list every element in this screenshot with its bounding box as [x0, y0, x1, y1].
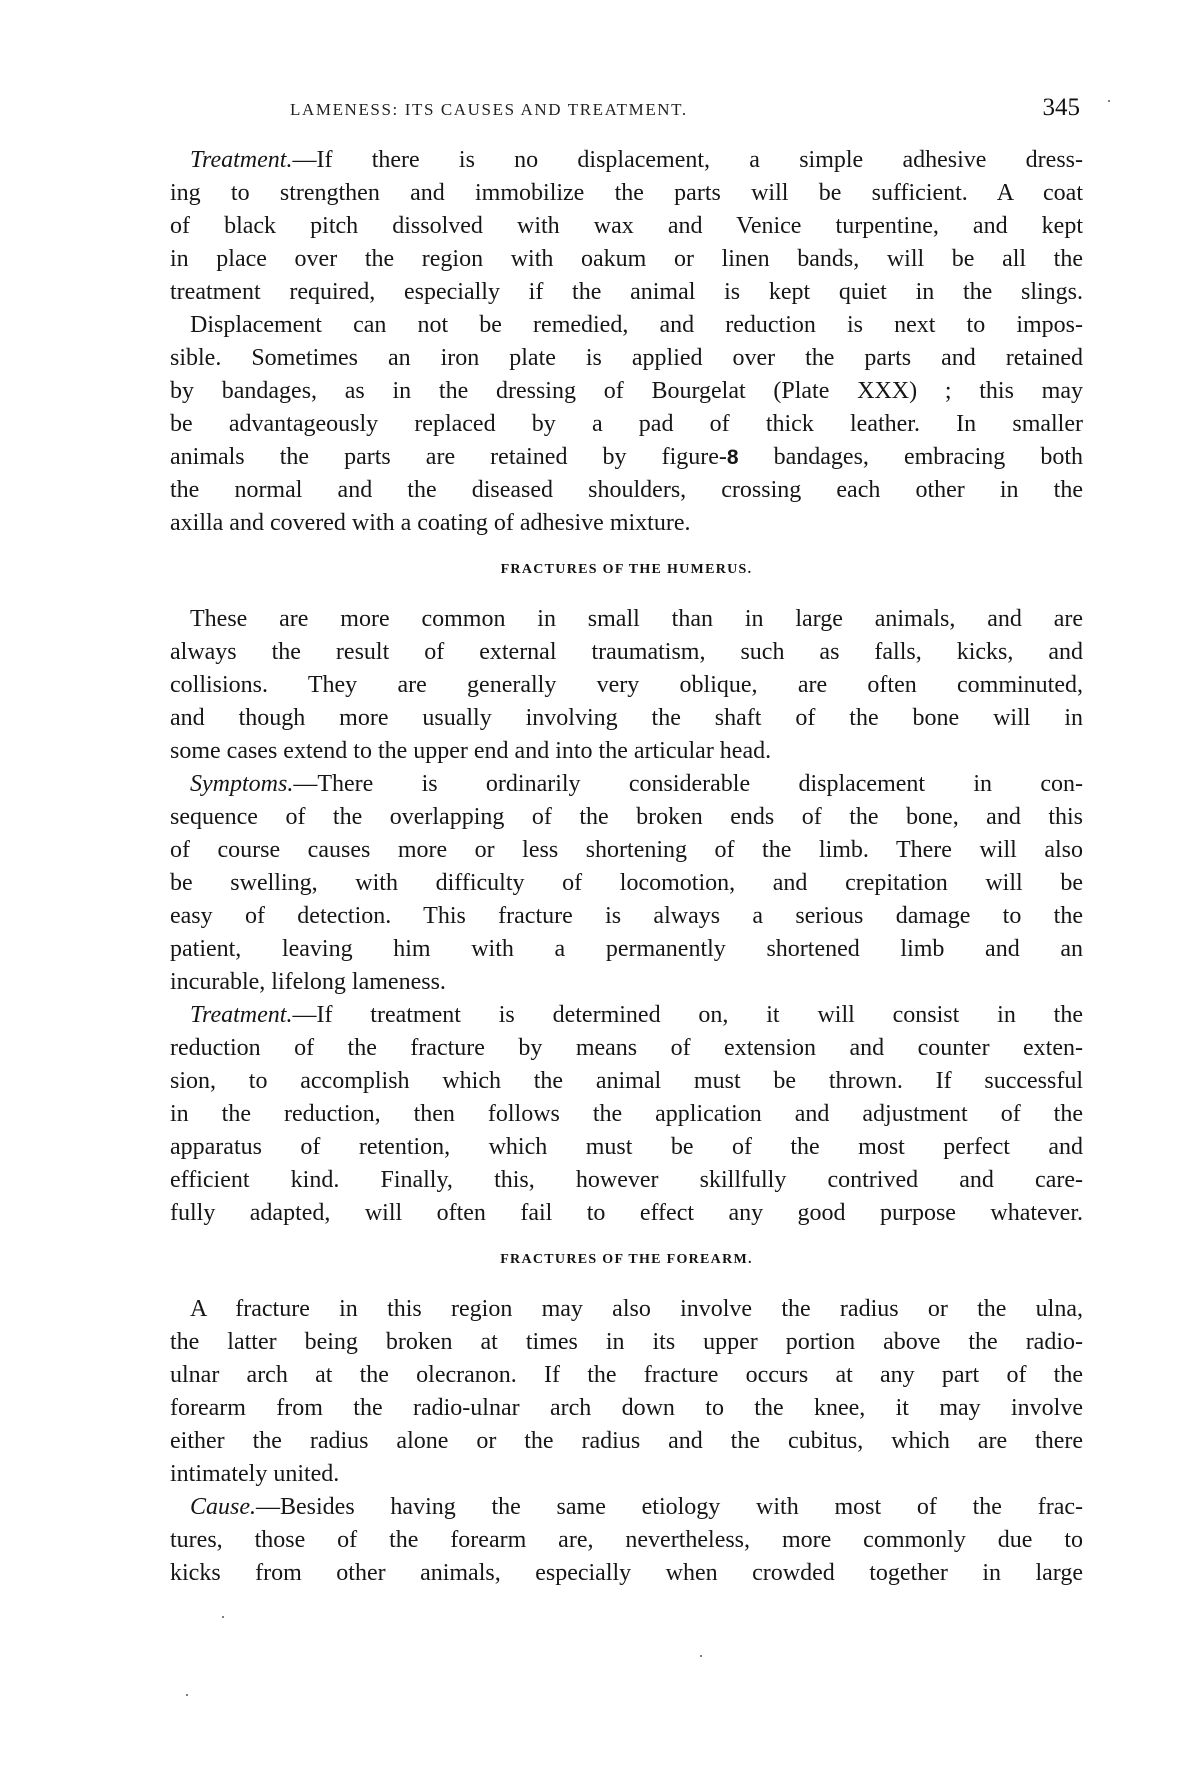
text-line: axilla and covered with a coating of adhesive mixture. [170, 510, 691, 536]
text-line: either the radius alone or the radius and the cubitus, which are there [170, 1428, 1083, 1454]
page-number: 345 [1042, 94, 1080, 121]
text-line: collisions. They are generally very oblique, are often comminuted, [170, 672, 1083, 698]
scan-speck [700, 1655, 702, 1657]
text-line: the normal and the diseased shoulders, crossing each other in the [170, 477, 1083, 503]
section-heading-forearm: FRACTURES OF THE FOREARM. [500, 1252, 753, 1267]
run-in-heading-treatment: Treatment. [190, 147, 293, 173]
text-line: Treatment.—If treatment is determined on, it will consist in the [190, 1002, 1083, 1028]
scan-speck [1108, 100, 1110, 102]
text-line: in the reduction, then follows the application and adjustment of the [170, 1101, 1083, 1127]
text-line: the latter being broken at times in its upper portion above the radio- [170, 1329, 1083, 1355]
text-line: efficient kind. Finally, this, however skillfully contrived and care- [170, 1167, 1083, 1193]
text-line: and though more usually involving the shaft of the bone will in [170, 705, 1083, 731]
text-line: animals the parts are retained by figure-8 bandages, embracing both [170, 444, 1083, 470]
text-line: always the result of external traumatism, such as falls, kicks, and [170, 639, 1083, 665]
figure-8-numeral: 8 [726, 446, 739, 469]
text-line: Treatment.—If there is no displacement, a simple adhesive dress- [190, 147, 1083, 173]
running-head: LAMENESS: ITS CAUSES AND TREATMENT. [290, 100, 688, 119]
text-line: easy of detection. This fracture is always a serious damage to the [170, 903, 1083, 929]
text-line: patient, leaving him with a permanently shortened limb and an [170, 936, 1083, 962]
text-line: apparatus of retention, which must be of the most perfect and [170, 1134, 1083, 1160]
text-line: by bandages, as in the dressing of Bourgelat (Plate XXX) ; this may [170, 378, 1083, 404]
text-line: of course causes more or less shortening of the limb. There will also [170, 837, 1083, 863]
text-line: tures, those of the forearm are, nevertheless, more commonly due to [170, 1527, 1083, 1553]
text-line: some cases extend to the upper end and into the articular head. [170, 738, 772, 764]
text-line: Symptoms.—There is ordinarily considerable displacement in con- [190, 771, 1083, 797]
text-line: A fracture in this region may also involve the radius or the ulna, [190, 1296, 1083, 1322]
text-line: in place over the region with oakum or linen bands, will be all the [170, 246, 1083, 272]
text-line: Cause.—Besides having the same etiology with most of the frac- [190, 1494, 1083, 1520]
scan-speck [186, 1694, 188, 1696]
text-line: reduction of the fracture by means of extension and counter exten- [170, 1035, 1083, 1061]
run-in-heading-cause: Cause. [190, 1494, 256, 1520]
text-line: treatment required, especially if the animal is kept quiet in the slings. [170, 279, 1083, 305]
text-line: Displacement can not be remedied, and reduction is next to impos- [190, 312, 1083, 338]
text-line: of black pitch dissolved with wax and Venice turpentine, and kept [170, 213, 1083, 239]
text-line: sible. Sometimes an iron plate is applied over the parts and retained [170, 345, 1083, 371]
text-line: ing to strengthen and immobilize the parts will be sufficient. A coat [170, 180, 1083, 206]
text-line: sion, to accomplish which the animal must be thrown. If successful [170, 1068, 1083, 1094]
text-line: sequence of the overlapping of the broken ends of the bone, and this [170, 804, 1083, 830]
text-line: ulnar arch at the olecranon. If the fracture occurs at any part of the [170, 1362, 1083, 1388]
text-line: be swelling, with difficulty of locomotion, and crepitation will be [170, 870, 1083, 896]
text-line: intimately united. [170, 1461, 340, 1487]
text-line: be advantageously replaced by a pad of thick leather. In smaller [170, 411, 1083, 437]
text-line: fully adapted, will often fail to effect any good purpose whatever. [170, 1200, 1083, 1226]
text-line: forearm from the radio-ulnar arch down to the knee, it may involve [170, 1395, 1083, 1421]
run-in-heading-treatment: Treatment. [190, 1002, 293, 1028]
section-heading-humerus: FRACTURES OF THE HUMERUS. [500, 562, 753, 577]
text-line: incurable, lifelong lameness. [170, 969, 446, 995]
text-line: kicks from other animals, especially when crowded together in large [170, 1560, 1083, 1586]
run-in-heading-symptoms: Symptoms. [190, 771, 294, 797]
scan-speck [222, 1616, 224, 1618]
text-line: These are more common in small than in large animals, and are [190, 606, 1083, 632]
